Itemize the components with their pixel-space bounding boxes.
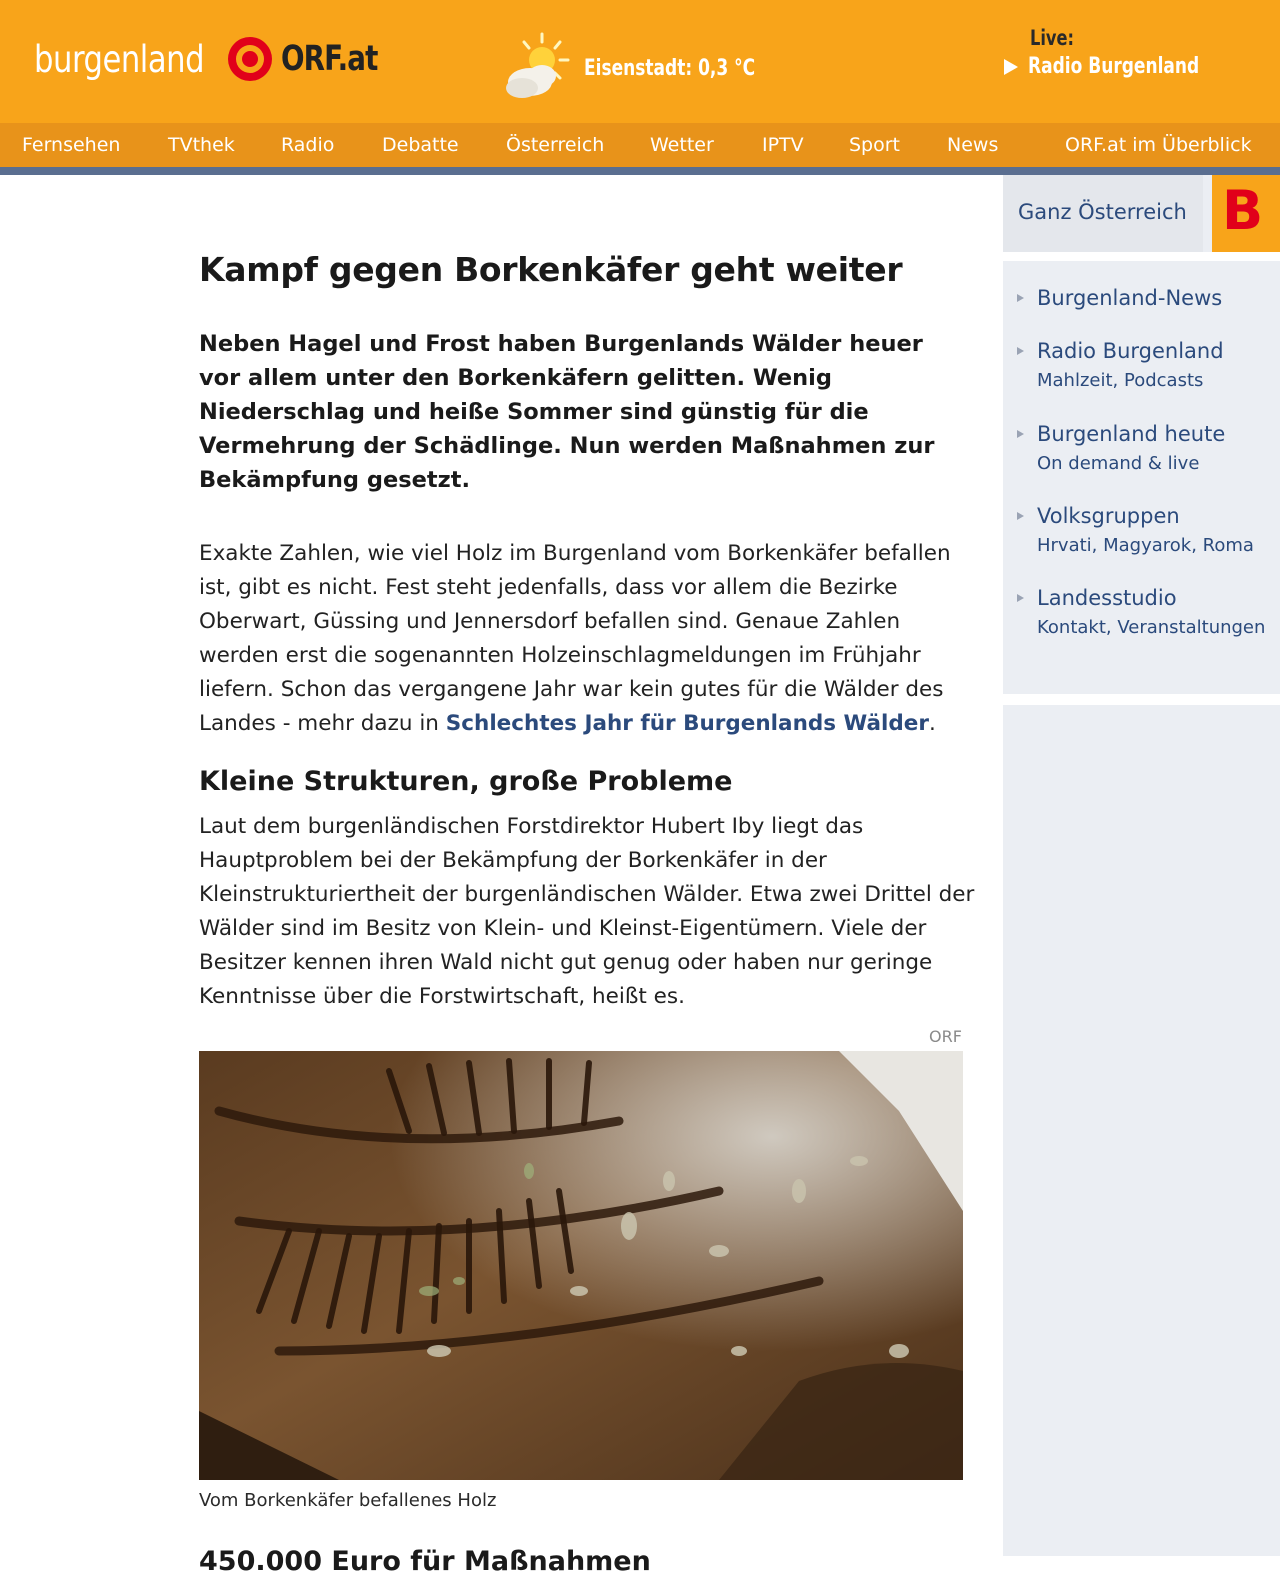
bark-beetle-wood-image (199, 1051, 963, 1480)
paragraph-end: . (928, 711, 936, 736)
nav-item-iptv[interactable]: IPTV (762, 134, 804, 156)
sidebar-item-title: Radio Burgenland (1037, 339, 1224, 363)
sidebar-divider (1003, 252, 1280, 261)
article-title: Kampf gegen Borkenkäfer geht weiter (199, 250, 903, 289)
bullet-icon (1017, 430, 1024, 438)
article-lead: Neben Hagel und Frost haben Burgenlands Wälder heuer vor allem unter den Borkenkäfern gelitten. Wenig Niederschlag und heiße Sommer sind günstig für die Vermehrung der Schädlinge. Nun werden Maßnahmen zur Bekämpfung gesetzt. (199, 331, 935, 493)
sidebar-item-sub: On demand & live (1037, 453, 1200, 474)
brand-logo-link[interactable] (34, 36, 391, 82)
bullet-icon (1017, 594, 1024, 602)
play-icon (1004, 59, 1018, 75)
region-badge-letter: B (1222, 179, 1264, 242)
image-credit: ORF (929, 1027, 962, 1046)
nav-item-tvthek[interactable]: TVthek (168, 134, 235, 156)
sidebar-item-sub: Hrvati, Magyarok, Roma (1037, 535, 1254, 556)
orf-eye-icon (227, 36, 273, 82)
sidebar-item-title: Burgenland-News (1037, 286, 1223, 310)
nav-item-sport[interactable]: Sport (849, 134, 901, 156)
article-subheading: 450.000 Euro für Maßnahmen (199, 1546, 651, 1577)
nav-item-orf-ueberblick[interactable]: ORF.at im Überblick (1065, 134, 1252, 156)
bullet-icon (1017, 512, 1024, 520)
sidebar-header (1003, 175, 1280, 252)
weather-text: Eisenstadt: 0,3 °C (584, 55, 756, 81)
live-label: Live: (1030, 26, 1075, 50)
article-subheading: Kleine Strukturen, große Probleme (199, 766, 733, 797)
sidebar-region-link[interactable]: Ganz Österreich (1003, 175, 1203, 252)
nav-item-debatte[interactable]: Debatte (382, 134, 459, 156)
nav-item-fernsehen[interactable]: Fernsehen (22, 134, 121, 156)
article-paragraph (199, 537, 979, 741)
sun-cloud-icon (500, 30, 576, 106)
brand-name: ORF.at (280, 39, 378, 79)
sidebar-item-sub: Mahlzeit, Podcasts (1037, 370, 1204, 391)
nav-item-radio[interactable]: Radio (281, 134, 335, 156)
region-badge[interactable] (1212, 175, 1280, 252)
live-radio[interactable] (1004, 26, 1227, 79)
article-image[interactable] (199, 1051, 963, 1480)
sidebar-item-title: Landesstudio (1037, 586, 1177, 610)
sidebar (1003, 175, 1280, 1556)
main-nav (0, 123, 1280, 167)
site-header (0, 0, 1280, 123)
nav-item-oesterreich[interactable]: Österreich (506, 134, 605, 156)
related-article-link[interactable]: Schlechtes Jahr für Burgenlands Wälder (445, 711, 929, 736)
brand-region: burgenland (34, 37, 205, 81)
live-radio-link[interactable] (1004, 54, 1227, 79)
weather-widget[interactable] (500, 30, 783, 106)
sidebar-panel (1003, 705, 1280, 1556)
paragraph-text: Exakte Zahlen, wie viel Holz im Burgenland vom Borkenkäfer befallen ist, gibt es nicht. Fest steht jedenfalls, dass vor allem die Bezirke Oberwart, Güssing und Jennersdorf befallen sind. Genaue Zahlen werden erst die sogenannten Holzeinschlagmeldungen im Frühjahr liefern. Schon das vergangene Jahr war kein gutes für die Wälder des Landes - mehr dazu in (199, 541, 951, 736)
nav-item-news[interactable]: News (947, 134, 999, 156)
image-caption: Vom Borkenkäfer befallenes Holz (199, 1490, 497, 1511)
sidebar-divider (1003, 694, 1280, 705)
sidebar-item-title: Burgenland heute (1037, 422, 1226, 446)
nav-item-wetter[interactable]: Wetter (650, 134, 714, 156)
bullet-icon (1017, 347, 1024, 355)
sidebar-list (1003, 261, 1280, 694)
bullet-icon (1017, 294, 1024, 302)
live-station: Radio Burgenland (1028, 54, 1200, 79)
article-paragraph: Laut dem burgenländischen Forstdirektor Hubert Iby liegt das Hauptproblem bei der Bekämpfung der Borkenkäfer in der Kleinstrukturiertheit der burgenländischen Wälder. Etwa zwei Drittel der Wälder sind im Besitz von Klein- und Kleinst-Eigentümern. Viele der Besitzer kennen ihren Wald nicht gut genug oder haben nur geringe Kenntnisse über die Forstwirtschaft, heißt es. (199, 814, 975, 1009)
sidebar-item-sub: Kontakt, Veranstaltungen (1037, 617, 1266, 638)
nav-divider (0, 167, 1280, 175)
sidebar-item-title: Volksgruppen (1037, 504, 1180, 528)
